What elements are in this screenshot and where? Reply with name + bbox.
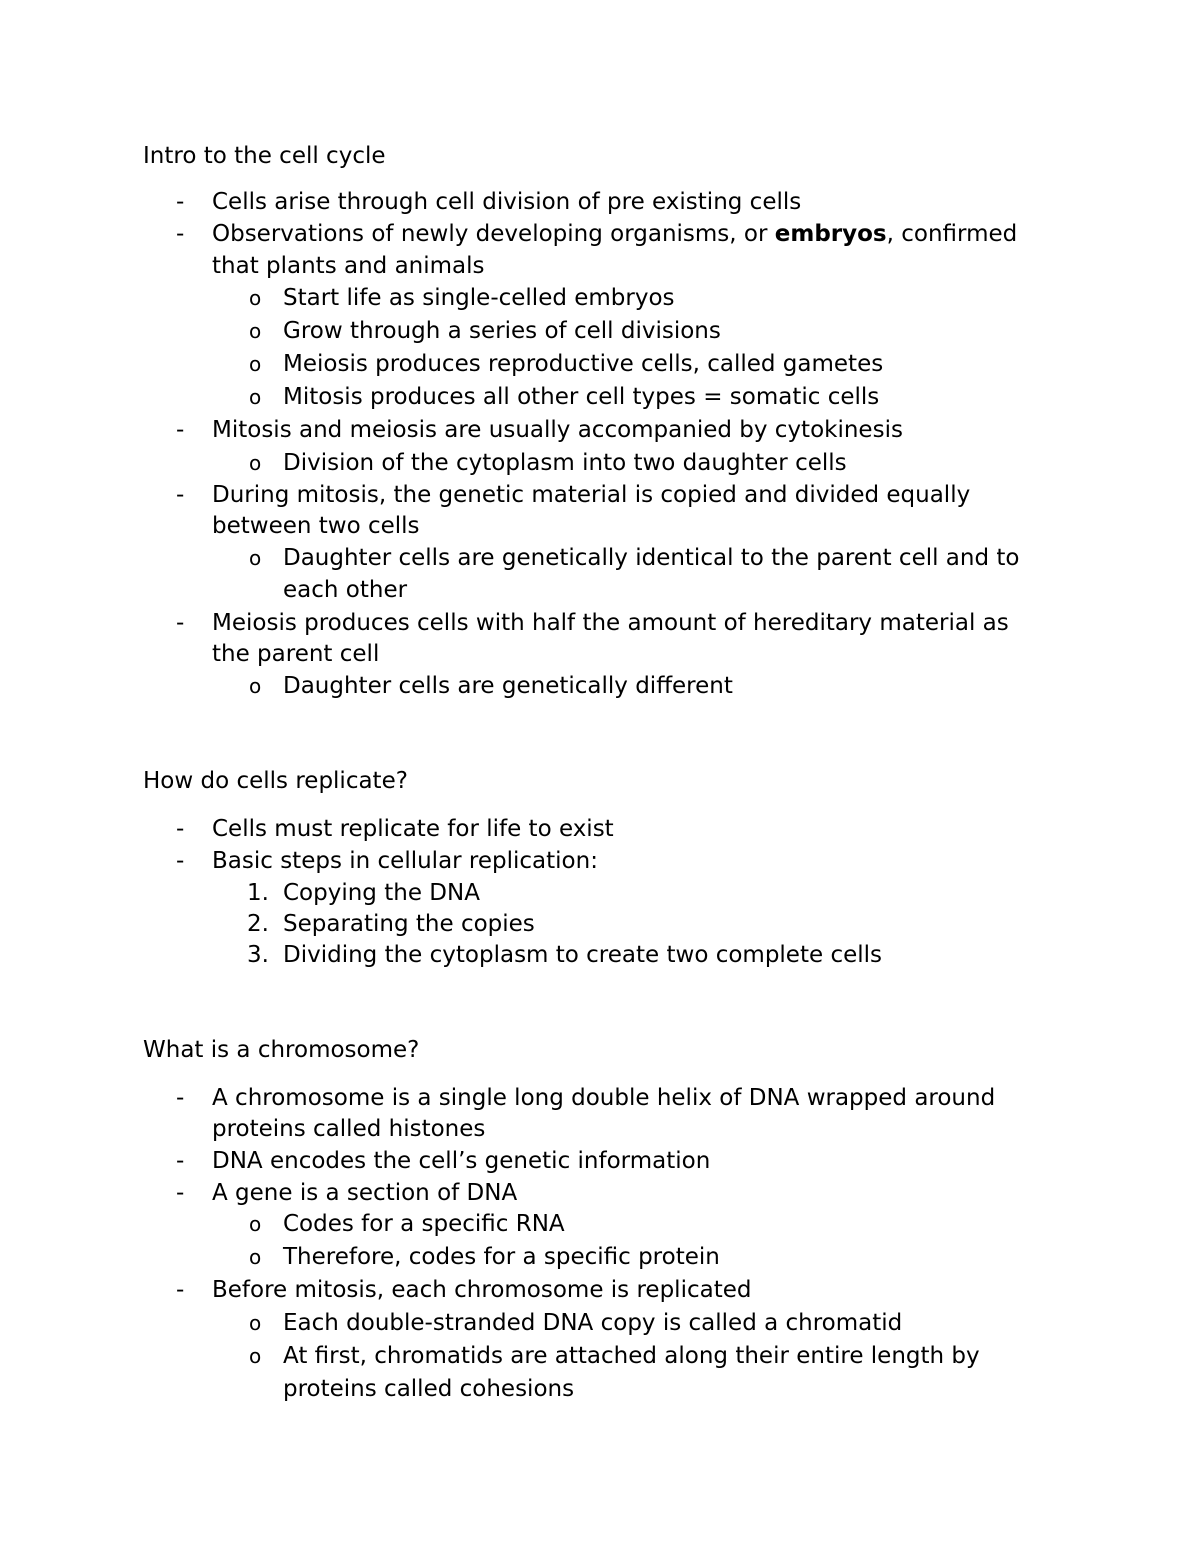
list-item bbox=[212, 219, 1017, 249]
circle-bullet: o bbox=[249, 385, 262, 409]
sub-list-item: At first, chromatids are attached along their entire length by bbox=[283, 1343, 980, 1369]
circle-bullet: o bbox=[249, 451, 262, 475]
dash-bullet: - bbox=[176, 848, 185, 874]
list-item: A chromosome is a single long double helix of DNA wrapped around bbox=[212, 1085, 996, 1111]
list-item-text: Observations of newly developing organisms, or bbox=[212, 221, 775, 247]
list-item-text: , confirmed bbox=[886, 221, 1018, 247]
sub-list-item: Therefore, codes for a specific protein bbox=[283, 1244, 720, 1270]
list-item: Before mitosis, each chromosome is replicated bbox=[212, 1277, 752, 1303]
sub-list-item: Codes for a specific RNA bbox=[283, 1211, 565, 1237]
list-item-continuation: proteins called histones bbox=[212, 1116, 486, 1142]
list-item: Basic steps in cellular replication: bbox=[212, 848, 598, 874]
list-item-continuation: that plants and animals bbox=[212, 253, 485, 279]
number-marker: 3. bbox=[247, 942, 269, 968]
list-item: Meiosis produces cells with half the amount of hereditary material as bbox=[212, 610, 1009, 636]
dash-bullet: - bbox=[176, 1277, 185, 1303]
bold-term: embryos bbox=[774, 221, 887, 247]
circle-bullet: o bbox=[249, 1311, 262, 1335]
circle-bullet: o bbox=[249, 352, 262, 376]
section-heading: Intro to the cell cycle bbox=[143, 143, 386, 169]
numbered-item: Copying the DNA bbox=[283, 880, 480, 906]
section-heading: How do cells replicate? bbox=[143, 768, 408, 794]
list-item-continuation: between two cells bbox=[212, 513, 420, 539]
dash-bullet: - bbox=[176, 417, 185, 443]
sub-list-item: Daughter cells are genetically identical to the parent cell and to bbox=[283, 545, 1020, 571]
sub-list-item: Mitosis produces all other cell types = somatic cells bbox=[283, 384, 880, 410]
circle-bullet: o bbox=[249, 1344, 262, 1368]
sub-list-item-continuation: proteins called cohesions bbox=[283, 1376, 575, 1402]
dash-bullet: - bbox=[176, 1148, 185, 1174]
circle-bullet: o bbox=[249, 546, 262, 570]
list-item: Cells must replicate for life to exist bbox=[212, 816, 614, 842]
circle-bullet: o bbox=[249, 674, 262, 698]
dash-bullet: - bbox=[176, 1085, 185, 1111]
dash-bullet: - bbox=[176, 1180, 185, 1206]
sub-list-item: Division of the cytoplasm into two daughter cells bbox=[283, 450, 847, 476]
sub-list-item-continuation: each other bbox=[283, 577, 408, 603]
sub-list-item: Meiosis produces reproductive cells, called gametes bbox=[283, 351, 884, 377]
numbered-item: Dividing the cytoplasm to create two complete cells bbox=[283, 942, 882, 968]
sub-list-item: Daughter cells are genetically different bbox=[283, 673, 733, 699]
circle-bullet: o bbox=[249, 1212, 262, 1236]
list-item-continuation: the parent cell bbox=[212, 641, 380, 667]
section-heading: What is a chromosome? bbox=[143, 1037, 420, 1063]
list-item: Mitosis and meiosis are usually accompanied by cytokinesis bbox=[212, 417, 903, 443]
number-marker: 1. bbox=[247, 880, 269, 906]
sub-list-item: Grow through a series of cell divisions bbox=[283, 318, 721, 344]
number-marker: 2. bbox=[247, 911, 269, 937]
dash-bullet: - bbox=[176, 482, 185, 508]
circle-bullet: o bbox=[249, 1245, 262, 1269]
sub-list-item: Each double-stranded DNA copy is called a chromatid bbox=[283, 1310, 903, 1336]
circle-bullet: o bbox=[249, 286, 262, 310]
list-item: During mitosis, the genetic material is copied and divided equally bbox=[212, 482, 971, 508]
sub-list-item: Start life as single-celled embryos bbox=[283, 285, 675, 311]
dash-bullet: - bbox=[176, 610, 185, 636]
list-item: DNA encodes the cell’s genetic information bbox=[212, 1148, 711, 1174]
list-item: Cells arise through cell division of pre existing cells bbox=[212, 189, 802, 215]
dash-bullet: - bbox=[176, 189, 185, 215]
circle-bullet: o bbox=[249, 319, 262, 343]
list-item: A gene is a section of DNA bbox=[212, 1180, 518, 1206]
numbered-item: Separating the copies bbox=[283, 911, 535, 937]
dash-bullet: - bbox=[176, 221, 185, 247]
dash-bullet: - bbox=[176, 816, 185, 842]
